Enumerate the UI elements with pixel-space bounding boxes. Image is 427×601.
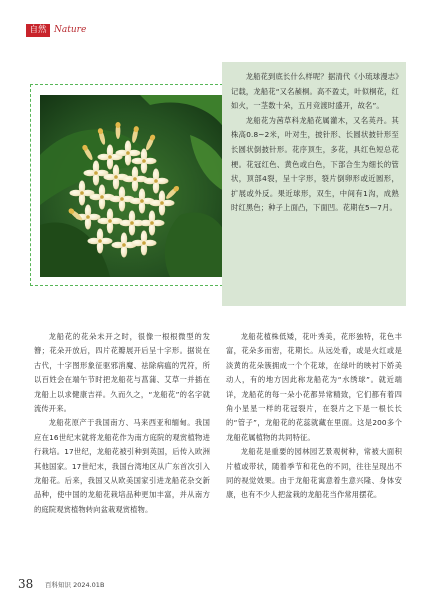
- section-title-en: Nature: [54, 25, 87, 35]
- body-paragraph: 龙船花的花朵未开之时，很像一根根微型的发簪；花朵开放后，四片花瓣展开后呈十字形。据说在古代，十字图形象征驱邪消魔、祛除病瘟的咒符，所以百姓会在端午节时把龙船花与菖蒲、艾草一并插在龙船上以求健康吉祥。久而久之，“龙船花”的名字就流传开来。: [34, 332, 210, 414]
- sidebar-box: [222, 62, 406, 306]
- sidebar-paragraph: 龙船花为茜草科龙船花属灌木，又名英丹。其株高0.8~2米，叶对生，披针形、长圆状披针形至长圆状倒披针形。花序顶生，多花，具红色短总花梗。花冠红色、黄色或白色，下部合生为细长的管状，顶部4裂，呈十字形，裂片倒卵形或近圆形，扩展或外反。果近球形，双生，中间有1沟，成熟时红黑色；种子上面凸，下面凹。花期在5—7月。: [231, 115, 399, 213]
- body-paragraph: 龙船花原产于我国南方、马来西亚和缅甸。我国应在16世纪末就将龙船花作为南方庭院的观赏植物进行栽培。17世纪，龙船花被引种到英国，后传入欧洲其他国家。17世纪末，我国台湾地区从广东首次引入龙船花。后来，我国又从欧美国家引进龙船花杂交新品种，使中国的龙船花栽培品种更加丰富，并从南方的庭院观赏植物转向盆栽观赏植物。: [34, 418, 210, 514]
- section-tag: 自然: [26, 24, 50, 37]
- ixora-flower-photo: [40, 95, 234, 277]
- publication-info: 百科知识 2024.01B: [45, 581, 105, 589]
- body-column-right: [226, 330, 402, 503]
- sidebar-paragraph: 龙船花到底长什么样呢？据清代《小琉球漫志》记载，龙船花“又名赪桐。高不盈丈，叶似桐花，红如火，一茎数十朵，五月竞渡时盛开，故名”。: [231, 72, 399, 111]
- page-number: 38: [18, 577, 34, 591]
- body-column-left: [34, 330, 210, 517]
- body-paragraph: 龙船花是重要的园林园艺景观树种，常被大面积片植或带状，随着季节和花色的不同，往往呈现出不同的视觉效果。由于龙船花寓意着生意兴隆、身体安康，也有不少人把盆栽的龙船花当作常用摆花。: [226, 447, 402, 500]
- body-paragraph: 龙船花植株低矮，花叶秀美，花形独特，花色丰富，花朵多而密，花期长。从远处看，或是火红或是淡黄的花朵簇拥成一个个花球，在绿叶的映衬下娇美动人，有的地方因此称龙船花为“水绣球”。就近端详，龙船花的每一朵小花都异常精致，它们都有着四角小星星一样的花冠裂片，在裂片之下是一根长长的“管子”，龙船花的花蕊就藏在里面。这是200多个龙船花属植物的共同特征。: [226, 332, 402, 442]
